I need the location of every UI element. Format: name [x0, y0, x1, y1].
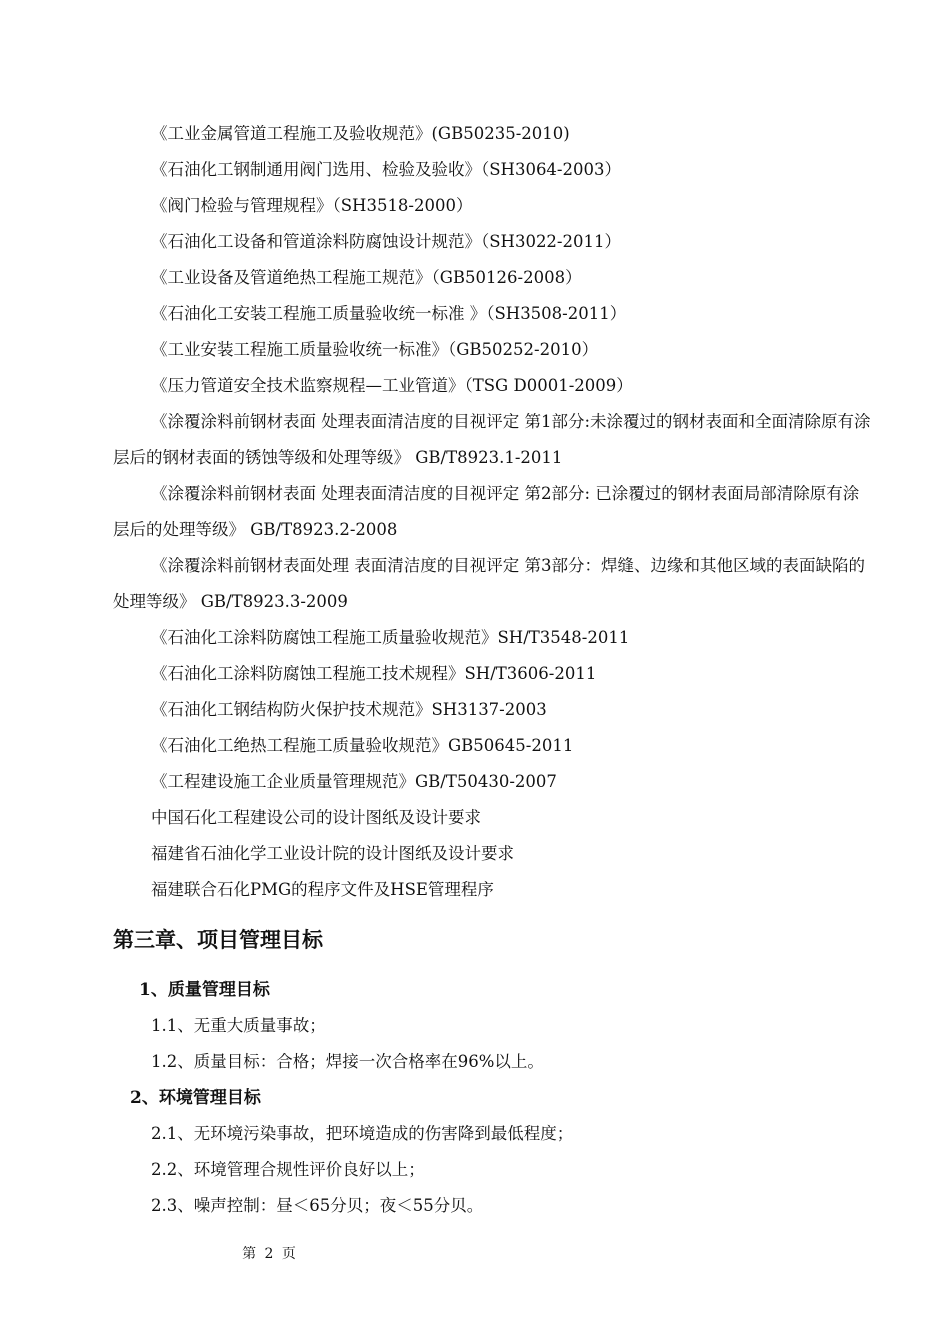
reference-standards-list: [113, 116, 873, 908]
quality-goal-item: 1.2、质量目标：合格；焊接一次合格率在96%以上。: [151, 1052, 544, 1071]
environment-goals-section: [113, 1080, 873, 1224]
environment-goal-item: 2.1、无环境污染事故，把环境造成的伤害降到最低程度；: [151, 1124, 574, 1143]
reference-item: 《涂覆涂料前钢材表面 处理表面清洁度的目视评定 第1部分:未涂覆过的钢材表面和全面清除原有涂层后的钢材表面的锈蚀等级和处理等级》 GB/T8923.1-2011: [113, 412, 871, 467]
reference-item: 福建省石油化学工业设计院的设计图纸及设计要求: [151, 844, 514, 863]
environment-goals-heading: 2、环境管理目标: [130, 1088, 261, 1108]
environment-goal-item: 2.2、环境管理合规性评价良好以上；: [151, 1160, 425, 1179]
quality-goals-section: [113, 972, 873, 1080]
reference-item: 福建联合石化PMG的程序文件及HSE管理程序: [151, 880, 494, 899]
reference-item: 《涂覆涂料前钢材表面 处理表面清洁度的目视评定 第2部分: 已涂覆过的钢材表面局部清除原有涂层后的处理等级》 GB/T8923.2-2008: [113, 484, 860, 539]
reference-item: 《石油化工绝热工程施工质量验收规范》GB50645-2011: [151, 736, 574, 755]
chapter-title: 第三章、项目管理目标: [113, 927, 323, 952]
reference-item: 《工程建设施工企业质量管理规范》GB/T50430-2007: [151, 772, 557, 791]
reference-item: 《工业安装工程施工质量验收统一标准》（GB50252-2010）: [151, 340, 599, 359]
reference-item: 中国石化工程建设公司的设计图纸及设计要求: [151, 808, 481, 827]
reference-item: 《石油化工涂料防腐蚀工程施工技术规程》SH/T3606-2011: [151, 664, 597, 683]
reference-item: 《石油化工钢制通用阀门选用、检验及验收》（SH3064-2003）: [151, 160, 622, 179]
reference-item: 《工业设备及管道绝热工程施工规范》（GB50126-2008）: [151, 268, 582, 287]
reference-item: 《石油化工设备和管道涂料防腐蚀设计规范》（SH3022-2011）: [151, 232, 622, 251]
reference-item: 《涂覆涂料前钢材表面处理 表面清洁度的目视评定 第3部分：焊缝、边缘和其他区域的表面缺陷的处理等级》 GB/T8923.3-2009: [113, 556, 865, 611]
quality-goals-heading: 1、质量管理目标: [139, 980, 270, 1000]
reference-item: 《压力管道安全技术监察规程—工业管道》（TSG D0001-2009）: [151, 376, 633, 395]
reference-item: 《石油化工涂料防腐蚀工程施工质量验收规范》SH/T3548-2011: [151, 628, 630, 647]
reference-item: 《石油化工安装工程施工质量验收统一标准 》（SH3508-2011）: [151, 304, 627, 323]
page-number: 第 2 页: [242, 1246, 298, 1262]
reference-item: 《阀门检验与管理规程》（SH3518-2000）: [151, 196, 473, 215]
reference-item: 《工业金属管道工程施工及验收规范》(GB50235-2010): [151, 124, 570, 143]
reference-item: 《石油化工钢结构防火保护技术规范》SH3137-2003: [151, 700, 547, 719]
environment-goal-item: 2.3、噪声控制：昼＜65分贝；夜＜55分贝。: [151, 1196, 484, 1215]
quality-goal-item: 1.1、无重大质量事故；: [151, 1016, 326, 1035]
